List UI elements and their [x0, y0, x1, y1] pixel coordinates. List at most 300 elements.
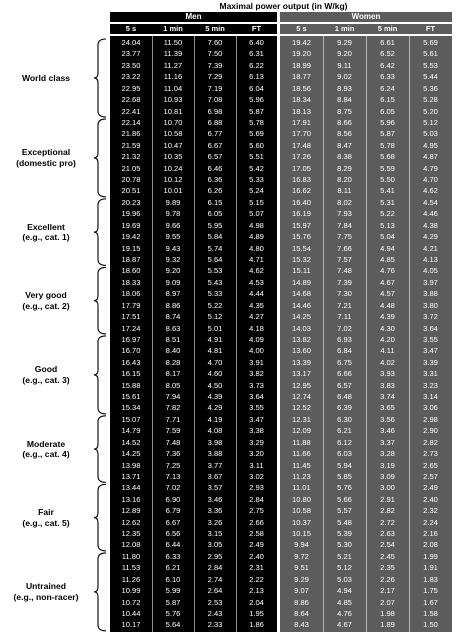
men-cell-ft: 6.40 [249, 38, 264, 47]
women-cell-5min: 6.33 [380, 72, 395, 82]
men-cell-1min: 9.43 [165, 243, 181, 253]
men-cell-5s: 21.59 [121, 140, 141, 150]
women-cell-1min: 7.84 [337, 220, 352, 230]
women-cell-1min: 5.21 [337, 551, 352, 561]
women-cell-1min: 4.76 [337, 609, 352, 618]
women-cell-5s: 17.05 [291, 163, 311, 173]
women-cell-1min: 4.94 [337, 586, 352, 596]
men-cell-5s: 15.61 [121, 392, 141, 402]
men-cell-1min: 11.39 [163, 49, 183, 59]
women-cell-5min: 4.67 [380, 277, 395, 287]
men-cell-ft: 3.29 [249, 437, 264, 447]
men-cell-5min: 2.95 [207, 551, 223, 561]
men-cell-5s: 10.44 [121, 609, 141, 618]
men-cell-ft: 4.53 [249, 277, 264, 287]
men-cell-5min: 3.05 [207, 540, 223, 550]
men-cell-5min: 5.95 [207, 220, 223, 230]
women-cell-ft: 4.87 [423, 152, 438, 162]
men-cell-5min: 4.81 [207, 346, 223, 356]
women-cell-5min: 5.87 [380, 129, 395, 139]
men-cell-5s: 22.68 [121, 95, 141, 105]
men-cell-5min: 5.22 [207, 300, 223, 310]
men-cell-ft: 5.33 [249, 175, 264, 185]
column-header-men-1min: 1 min [152, 24, 194, 34]
men-cell-ft: 2.93 [249, 483, 264, 493]
men-cell-1min: 6.90 [165, 494, 181, 504]
category-name: Good [34, 364, 58, 375]
men-cell-ft: 2.49 [249, 540, 264, 550]
men-cell-5s: 22.41 [121, 106, 141, 116]
women-cell-ft: 4.62 [423, 186, 438, 196]
men-cell-5min: 2.64 [207, 586, 223, 596]
men-cell-1min: 7.13 [165, 471, 181, 481]
men-cell-5s: 11.80 [121, 551, 141, 561]
men-cell-5min: 6.46 [207, 163, 223, 173]
men-cell-ft: 5.15 [249, 197, 264, 207]
women-cell-5min: 2.17 [380, 586, 395, 596]
category-name: Untrained [25, 581, 67, 592]
women-cell-5s: 12.09 [291, 426, 311, 436]
women-cell-1min: 8.38 [337, 152, 352, 162]
women-cell-ft: 1.99 [423, 551, 438, 561]
men-cell-5s: 17.24 [121, 323, 141, 333]
women-cell-ft: 2.82 [423, 437, 438, 447]
men-cell-1min: 10.93 [163, 95, 183, 105]
men-cell-1min: 9.89 [165, 197, 181, 207]
women-cell-5min: 5.96 [380, 117, 395, 127]
men-cell-1min: 8.05 [165, 380, 181, 390]
men-cell-5s: 13.71 [121, 471, 141, 481]
men-cell-5min: 6.67 [207, 140, 223, 150]
women-cell-1min: 5.12 [337, 563, 352, 573]
women-cell-5s: 19.20 [291, 49, 311, 59]
women-cell-1min: 7.93 [337, 209, 352, 219]
women-cell-5s: 13.39 [291, 357, 311, 367]
men-cell-ft: 3.47 [249, 414, 264, 424]
men-cell-ft: 3.20 [249, 449, 264, 459]
men-cell-ft: 2.22 [249, 574, 264, 584]
men-cell-ft: 2.84 [249, 494, 264, 504]
men-cell-5s: 20.78 [121, 175, 141, 185]
group-header-men: Men [110, 12, 277, 22]
men-cell-5s: 16.43 [121, 357, 141, 367]
men-cell-1min: 7.59 [165, 426, 181, 436]
men-cell-5s: 16.15 [121, 369, 141, 379]
women-cell-5s: 8.64 [294, 609, 309, 618]
women-cell-ft: 2.32 [423, 506, 438, 516]
men-cell-5min: 7.50 [207, 49, 223, 59]
women-cell-ft: 2.57 [423, 471, 438, 481]
women-cell-1min: 9.20 [337, 49, 352, 59]
category-braces [0, 0, 112, 634]
men-cell-1min: 6.10 [165, 574, 181, 584]
men-cell-5s: 10.99 [121, 586, 141, 596]
women-cell-1min: 8.66 [337, 117, 352, 127]
women-cell-ft: 4.21 [423, 243, 438, 253]
men-cell-5min: 7.60 [207, 38, 223, 47]
men-cell-5min: 3.46 [207, 494, 223, 504]
men-cell-5min: 5.64 [207, 254, 223, 264]
men-cell-5min: 4.91 [207, 334, 223, 344]
women-cell-5min: 4.11 [380, 346, 395, 356]
women-cell-5min: 5.04 [380, 232, 395, 242]
women-cell-1min: 7.66 [337, 243, 352, 253]
women-cell-1min: 5.03 [337, 574, 352, 584]
women-cell-5s: 10.37 [291, 517, 311, 527]
men-cell-5s: 16.97 [121, 334, 141, 344]
women-cell-5min: 2.63 [380, 529, 395, 539]
men-cell-5min: 5.33 [207, 289, 223, 299]
men-cell-5s: 16.70 [121, 346, 141, 356]
women-cell-5s: 11.88 [292, 437, 311, 447]
men-cell-5s: 14.79 [121, 426, 141, 436]
men-cell-1min: 5.87 [165, 597, 181, 607]
women-cell-1min: 4.85 [337, 597, 352, 607]
men-cell-1min: 5.64 [165, 620, 181, 630]
women-cell-1min: 4.67 [337, 620, 352, 630]
men-cell-1min: 9.66 [165, 220, 181, 230]
men-cell-5s: 12.08 [121, 540, 141, 550]
men-cell-5s: 12.89 [121, 506, 141, 516]
women-cell-5s: 14.89 [291, 277, 311, 287]
women-cell-ft: 3.23 [423, 380, 438, 390]
men-cell-ft: 6.22 [249, 60, 264, 70]
men-cell-1min: 7.82 [165, 403, 181, 413]
women-cell-ft: 1.50 [423, 620, 438, 630]
women-cell-5min: 2.82 [380, 506, 395, 516]
men-cell-5min: 5.43 [207, 277, 223, 287]
column-header-women-5s: 5 s [280, 24, 323, 34]
women-cell-5s: 15.32 [291, 254, 311, 264]
women-cell-5min: 5.59 [380, 163, 395, 173]
men-cell-ft: 5.78 [249, 117, 264, 127]
women-cell-5s: 18.34 [291, 95, 311, 105]
women-cell-ft: 3.97 [423, 277, 438, 287]
men-cell-ft: 4.98 [249, 220, 264, 230]
men-cell-1min: 8.28 [165, 357, 181, 367]
women-cell-5s: 13.60 [291, 346, 311, 356]
men-cell-1min: 8.40 [165, 346, 181, 356]
men-cell-1min: 6.56 [165, 529, 181, 539]
women-cell-5s: 17.91 [291, 117, 311, 127]
women-cell-5s: 15.76 [291, 232, 311, 242]
women-cell-5min: 6.61 [380, 38, 395, 47]
category-brace [94, 484, 106, 551]
men-cell-5s: 10.17 [121, 620, 141, 630]
men-cell-5s: 23.22 [121, 72, 141, 82]
women-cell-5min: 5.50 [380, 175, 395, 185]
women-cell-1min: 8.93 [337, 83, 352, 93]
women-cell-5s: 17.70 [291, 129, 311, 139]
women-cell-5s: 15.97 [291, 220, 311, 230]
women-cell-ft: 3.88 [423, 289, 438, 299]
women-cell-ft: 5.44 [423, 72, 438, 82]
men-cell-1min: 7.36 [165, 449, 181, 459]
men-cell-5min: 3.98 [207, 437, 223, 447]
women-cell-1min: 8.29 [337, 163, 352, 173]
women-cell-ft: 2.90 [423, 426, 438, 436]
women-cell-ft: 4.29 [423, 232, 438, 242]
men-cell-5s: 12.62 [121, 517, 141, 527]
women-cell-ft: 2.24 [423, 517, 438, 527]
men-cell-ft: 3.64 [249, 392, 264, 402]
women-cell-1min: 9.29 [337, 38, 352, 47]
women-cell-5s: 14.25 [291, 312, 311, 322]
men-cell-ft: 6.04 [249, 83, 264, 93]
men-cell-1min: 10.35 [163, 152, 183, 162]
men-cell-5s: 15.88 [121, 380, 141, 390]
men-cell-5min: 3.36 [207, 506, 223, 516]
category-brace [94, 199, 106, 266]
women-cell-1min: 6.84 [337, 346, 352, 356]
women-cell-1min: 7.02 [337, 323, 352, 333]
category-brace [94, 336, 106, 414]
men-cell-1min: 6.44 [165, 540, 181, 550]
women-cell-ft: 5.28 [423, 95, 438, 105]
women-cell-5min: 6.15 [380, 95, 395, 105]
women-cell-5min: 3.93 [380, 369, 395, 379]
men-cell-5s: 10.72 [121, 597, 141, 607]
men-cell-5min: 7.08 [207, 95, 223, 105]
men-cell-5min: 4.19 [207, 414, 223, 424]
men-cell-ft: 5.87 [249, 106, 264, 116]
men-cell-ft: 4.62 [249, 266, 264, 276]
women-cell-5min: 4.85 [380, 254, 395, 264]
men-cell-ft: 4.09 [249, 334, 264, 344]
men-cell-1min: 9.20 [165, 266, 181, 276]
women-cell-5s: 12.52 [291, 403, 311, 413]
men-cell-5min: 6.57 [207, 152, 223, 162]
men-cell-1min: 9.09 [165, 277, 181, 287]
women-cell-1min: 8.02 [337, 197, 352, 207]
men-cell-5s: 21.32 [121, 152, 141, 162]
women-cell-5s: 18.56 [291, 83, 311, 93]
women-cell-5s: 9.29 [294, 574, 309, 584]
men-cell-5s: 20.51 [121, 186, 141, 196]
men-cell-5min: 4.29 [207, 403, 223, 413]
women-cell-ft: 5.03 [423, 129, 438, 139]
men-cell-ft: 2.40 [249, 551, 264, 561]
women-cell-ft: 2.08 [423, 540, 438, 550]
women-cell-5s: 13.82 [291, 334, 311, 344]
women-cell-5min: 2.91 [380, 494, 395, 504]
women-cell-5min: 2.54 [380, 540, 395, 550]
women-cell-ft: 2.40 [423, 494, 438, 504]
women-cell-ft: 4.95 [423, 140, 438, 150]
men-cell-5min: 6.77 [207, 129, 223, 139]
men-cell-1min: 11.50 [163, 38, 183, 47]
women-cell-5s: 19.42 [291, 38, 311, 47]
women-cell-5s: 8.86 [294, 597, 309, 607]
men-cell-1min: 10.58 [163, 129, 183, 139]
women-cell-1min: 5.94 [337, 460, 352, 470]
men-cell-ft: 2.13 [249, 586, 264, 596]
men-cell-ft: 4.00 [249, 346, 264, 356]
women-cell-5min: 2.72 [380, 517, 395, 527]
men-cell-5min: 5.12 [207, 312, 223, 322]
women-cell-1min: 8.11 [337, 186, 352, 196]
women-cell-ft: 3.39 [423, 357, 438, 367]
column-header-women-5min: 5 min [366, 24, 409, 34]
category-brace [94, 39, 106, 117]
men-cell-1min: 8.86 [165, 300, 181, 310]
women-cell-5s: 13.17 [291, 369, 311, 379]
column-header-men-5s: 5 s [110, 24, 152, 34]
men-cell-1min: 10.24 [163, 163, 183, 173]
category-example: (e.g., cat. 5) [22, 517, 70, 528]
men-cell-ft: 3.11 [249, 460, 264, 470]
women-cell-ft: 4.38 [423, 220, 438, 230]
men-cell-ft: 2.75 [249, 506, 264, 516]
women-cell-5s: 11.66 [292, 449, 311, 459]
women-cell-5min: 4.02 [380, 357, 395, 367]
men-cell-1min: 7.71 [165, 414, 181, 424]
category-example: (e.g., cat. 4) [22, 449, 70, 460]
women-cell-1min: 6.93 [337, 334, 352, 344]
men-cell-5s: 23.50 [121, 60, 141, 70]
men-cell-5s: 14.52 [121, 437, 141, 447]
men-cell-5min: 2.74 [207, 574, 223, 584]
category-brace [94, 416, 106, 483]
men-cell-1min: 10.70 [163, 117, 183, 127]
women-cell-5min: 2.35 [380, 563, 395, 573]
women-cell-1min: 9.02 [337, 72, 352, 82]
men-cell-5min: 4.70 [207, 357, 223, 367]
women-cell-ft: 3.64 [423, 323, 438, 333]
women-cell-5min: 2.26 [380, 574, 395, 584]
women-cell-ft: 1.83 [423, 574, 438, 584]
men-cell-5min: 5.84 [207, 232, 223, 242]
men-cell-5min: 3.26 [207, 517, 223, 527]
women-cell-5s: 16.83 [291, 175, 311, 185]
women-cell-5s: 11.45 [292, 460, 311, 470]
women-cell-5s: 9.07 [294, 586, 309, 596]
women-cell-1min: 7.48 [337, 266, 352, 276]
men-cell-5s: 17.79 [121, 300, 141, 310]
category-name: Excellent [27, 221, 65, 232]
women-cell-5s: 11.23 [292, 471, 311, 481]
women-cell-5min: 3.37 [380, 437, 395, 447]
column-header-men-5min: 5 min [194, 24, 236, 34]
men-cell-1min: 5.99 [165, 586, 181, 596]
women-cell-ft: 1.67 [423, 597, 438, 607]
category-brace [94, 267, 106, 334]
women-cell-5min: 5.13 [380, 220, 395, 230]
women-cell-5s: 12.31 [291, 414, 311, 424]
men-cell-1min: 8.17 [165, 369, 181, 379]
women-cell-1min: 7.21 [337, 300, 352, 310]
men-cell-ft: 3.82 [249, 369, 264, 379]
women-cell-5s: 15.54 [291, 243, 311, 253]
women-cell-5min: 6.52 [380, 49, 395, 59]
women-cell-5min: 5.31 [380, 197, 395, 207]
women-cell-5s: 10.80 [291, 494, 311, 504]
men-cell-5min: 4.60 [207, 369, 223, 379]
men-cell-ft: 5.42 [249, 163, 264, 173]
women-cell-5min: 5.78 [380, 140, 395, 150]
men-cell-5min: 5.01 [207, 323, 223, 333]
men-cell-5min: 6.98 [207, 106, 223, 116]
women-cell-5min: 2.45 [380, 551, 395, 561]
men-cell-5min: 2.53 [207, 597, 223, 607]
men-cell-1min: 7.48 [165, 437, 181, 447]
women-cell-1min: 8.20 [337, 175, 352, 185]
women-cell-5min: 4.48 [380, 300, 395, 310]
women-cell-5s: 14.68 [291, 289, 311, 299]
category-name: Moderate [26, 438, 66, 449]
men-cell-5s: 19.96 [121, 209, 141, 219]
men-cell-5s: 19.15 [121, 243, 141, 253]
men-cell-5min: 6.36 [207, 175, 223, 185]
women-cell-1min: 6.30 [337, 414, 352, 424]
women-cell-5min: 3.83 [380, 380, 395, 390]
women-cell-1min: 9.11 [337, 60, 352, 70]
women-cell-5min: 3.56 [380, 414, 395, 424]
women-cell-1min: 5.48 [337, 517, 352, 527]
women-cell-ft: 4.46 [423, 209, 438, 219]
women-cell-1min: 7.39 [337, 277, 352, 287]
men-cell-5s: 11.53 [121, 563, 141, 573]
men-cell-5min: 7.29 [207, 72, 223, 82]
women-cell-5s: 16.19 [291, 209, 311, 219]
women-cell-5s: 16.62 [291, 186, 311, 196]
women-cell-ft: 2.49 [423, 483, 438, 493]
women-cell-ft: 3.31 [423, 369, 438, 379]
women-cell-5min: 1.98 [380, 609, 395, 618]
men-cell-1min: 7.25 [165, 460, 181, 470]
men-cell-ft: 2.58 [249, 529, 264, 539]
men-cell-ft: 6.31 [249, 49, 264, 59]
women-cell-5s: 10.58 [291, 506, 311, 516]
men-cell-5s: 11.26 [121, 574, 141, 584]
men-cell-ft: 2.31 [249, 563, 264, 573]
table-title: Maximal power output (in W/kg) [219, 1, 348, 11]
men-cell-ft: 5.51 [249, 152, 264, 162]
men-cell-1min: 5.76 [165, 609, 181, 618]
men-cell-5s: 21.05 [121, 163, 141, 173]
men-cell-1min: 7.02 [165, 483, 181, 493]
category-example: (e.g., cat. 3) [22, 374, 70, 385]
women-cell-5s: 12.95 [291, 380, 311, 390]
women-cell-1min: 6.39 [337, 403, 352, 413]
category-brace [94, 119, 106, 197]
women-cell-5min: 5.68 [380, 152, 395, 162]
men-cell-1min: 10.01 [163, 186, 183, 196]
column-header-women-1min: 1 min [323, 24, 366, 34]
women-cell-ft: 2.98 [423, 414, 438, 424]
men-cell-ft: 4.71 [249, 254, 264, 264]
men-cell-5s: 13.44 [121, 483, 141, 493]
category-name: World class [21, 72, 71, 83]
women-cell-1min: 8.47 [337, 140, 352, 150]
women-cell-ft: 1.58 [423, 609, 438, 618]
women-cell-ft: 2.16 [423, 529, 438, 539]
women-cell-ft: 5.53 [423, 60, 438, 70]
men-cell-ft: 3.91 [249, 357, 264, 367]
men-cell-5min: 5.74 [207, 243, 223, 253]
women-cell-1min: 5.30 [337, 540, 352, 550]
men-cell-5min: 3.67 [207, 471, 223, 481]
category-name: Very good [25, 290, 67, 301]
women-cell-ft: 4.70 [423, 175, 438, 185]
women-cell-1min: 5.76 [337, 483, 352, 493]
women-cell-1min: 8.56 [337, 129, 352, 139]
men-cell-5min: 2.84 [207, 563, 223, 573]
men-cell-ft: 5.24 [249, 186, 264, 196]
women-cell-ft: 1.91 [423, 563, 438, 573]
group-header-women: Women [280, 12, 452, 22]
men-cell-5s: 19.69 [121, 220, 141, 230]
